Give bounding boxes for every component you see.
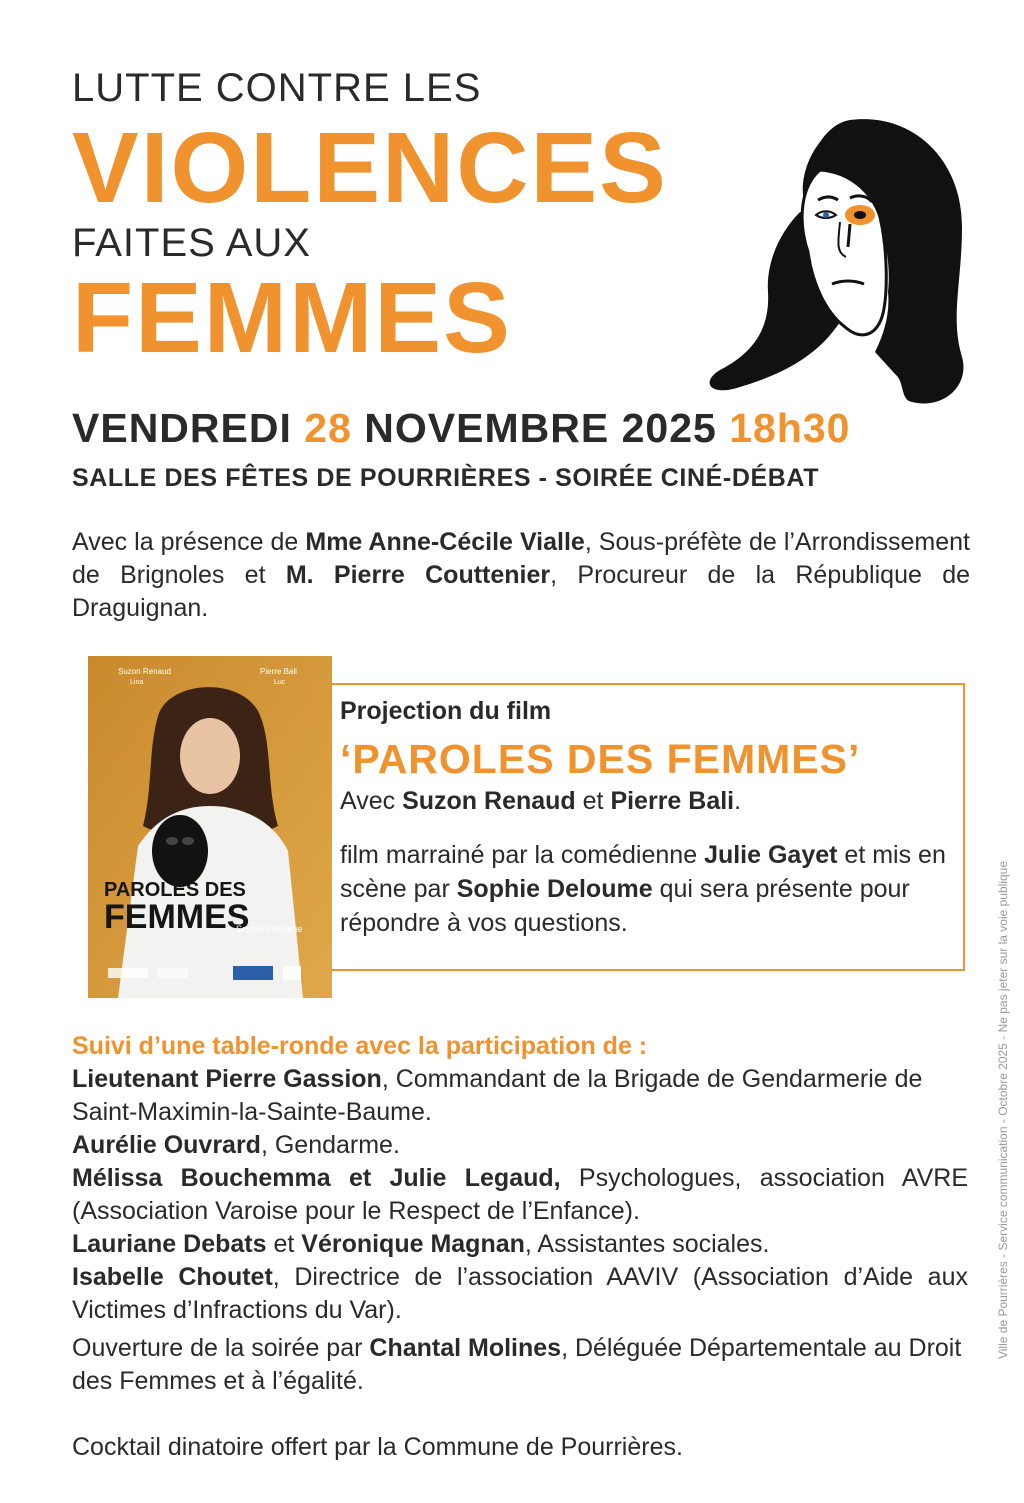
poster-actor-left-role: Lina bbox=[130, 679, 144, 686]
participant-5 bbox=[72, 1261, 968, 1327]
participants-list bbox=[72, 1063, 968, 1327]
participant-1-role: , Commandant de la Brigade de Gendarmerie de Saint-Maximin-la-Sainte-Baume. bbox=[72, 1065, 923, 1126]
event-weekday: VENDREDI bbox=[72, 405, 292, 451]
title-line-3: FAITES AUX bbox=[72, 221, 311, 265]
poster-actor-left: Suzon Renaud bbox=[118, 667, 171, 676]
cast-text-3: . bbox=[734, 787, 742, 815]
intro-text-3: , Procureur de la République de Draguignan. bbox=[72, 561, 970, 622]
film-info bbox=[340, 697, 960, 940]
participant-3 bbox=[72, 1162, 968, 1228]
title-femmes: FEMMES bbox=[72, 262, 512, 374]
ouverture-name: Chantal Molines bbox=[369, 1334, 562, 1362]
film-cast bbox=[340, 787, 960, 816]
cast-text-2: et bbox=[575, 787, 611, 815]
participant-2-name: Aurélie Ouvrard bbox=[72, 1131, 261, 1159]
ouverture-text-1: Ouverture de la soirée par bbox=[72, 1334, 370, 1362]
film-sponsor bbox=[340, 838, 960, 940]
event-date-line bbox=[72, 405, 850, 452]
side-credit: Ville de Pourrières - Service communication - Octobre 2025 - Ne pas jeter sur la voie publique bbox=[996, 860, 1010, 1360]
participant-4 bbox=[72, 1228, 968, 1261]
ouverture-paragraph bbox=[72, 1332, 968, 1398]
poster-director: Sophie Deloume bbox=[236, 924, 303, 934]
cocktail-note: Cocktail dinatoire offert par la Commune de Pourrières. bbox=[72, 1433, 683, 1461]
roundtable-heading: Suivi d’une table-ronde avec la participation de : bbox=[72, 1032, 648, 1060]
projection-label: Projection du film bbox=[340, 697, 552, 725]
poster-title-top: PAROLES DES bbox=[104, 879, 246, 901]
poster-title-bottom: FEMMES bbox=[104, 898, 250, 936]
title-violences: VIOLENCES bbox=[72, 112, 668, 224]
director-name: Sophie Deloume bbox=[456, 875, 653, 903]
participant-2-role: , Gendarme. bbox=[260, 1131, 400, 1159]
film-poster bbox=[88, 656, 332, 998]
participant-4-mid: et bbox=[266, 1230, 302, 1258]
poster-actor-right: Pierre Bali bbox=[260, 667, 297, 676]
intro-paragraph bbox=[72, 526, 970, 625]
intro-name-1: Mme Anne-Cécile Vialle bbox=[305, 528, 585, 556]
participant-4-name-2: Véronique Magnan bbox=[301, 1230, 525, 1258]
actor-2: Pierre Bali bbox=[610, 787, 735, 815]
event-time: 18h30 bbox=[729, 405, 851, 451]
intro-text-1: Avec la présence de bbox=[72, 528, 306, 556]
sponsor-text-3: qui sera présente pour répondre à vos questions. bbox=[340, 875, 910, 937]
participant-4-name-1: Lauriane Debats bbox=[72, 1230, 267, 1258]
sponsor-text-1: film marrainé par la comédienne bbox=[340, 841, 705, 869]
title-line-1: LUTTE CONTRE LES bbox=[72, 66, 482, 110]
participant-4-role: , Assistantes sociales. bbox=[524, 1230, 770, 1258]
film-title: ‘PAROLES DES FEMMES’ bbox=[340, 736, 861, 782]
participant-1 bbox=[72, 1063, 968, 1129]
actor-1: Suzon Renaud bbox=[402, 787, 576, 815]
cast-text-1: Avec bbox=[340, 787, 403, 815]
participant-3-name: Mélissa Bouchemma et Julie Legaud, bbox=[72, 1164, 561, 1192]
intro-text-2: , Sous-préfète de l’Arrondissement de Brignoles et bbox=[72, 528, 970, 589]
event-day: 28 bbox=[304, 405, 352, 451]
participant-5-role: , Directrice de l’association AAVIV (Association d’Aide aux Victimes d’Infractions du Var). bbox=[72, 1263, 968, 1324]
participant-3-role: Psychologues, association AVRE (Association Varoise pour le Respect de l’Enfance). bbox=[72, 1164, 968, 1225]
participant-2 bbox=[72, 1129, 968, 1162]
participant-1-name: Lieutenant Pierre Gassion bbox=[72, 1065, 382, 1093]
intro-name-2: M. Pierre Couttenier bbox=[285, 561, 551, 589]
participant-5-name: Isabelle Choutet bbox=[72, 1263, 273, 1291]
event-place: SALLE DES FÊTES DE POURRIÈRES - SOIRÉE CINÉ-DÉBAT bbox=[72, 464, 820, 492]
woman-face-illustration bbox=[700, 112, 970, 417]
godmother-name: Julie Gayet bbox=[704, 841, 838, 869]
ouverture-text-2: , Déléguée Départementale au Droit des Femmes et à l’égalité. bbox=[72, 1334, 962, 1395]
poster-actor-right-role: Luc bbox=[274, 679, 286, 686]
event-month-year: NOVEMBRE 2025 bbox=[364, 405, 717, 451]
sponsor-text-2: et mis en scène par bbox=[340, 841, 946, 903]
